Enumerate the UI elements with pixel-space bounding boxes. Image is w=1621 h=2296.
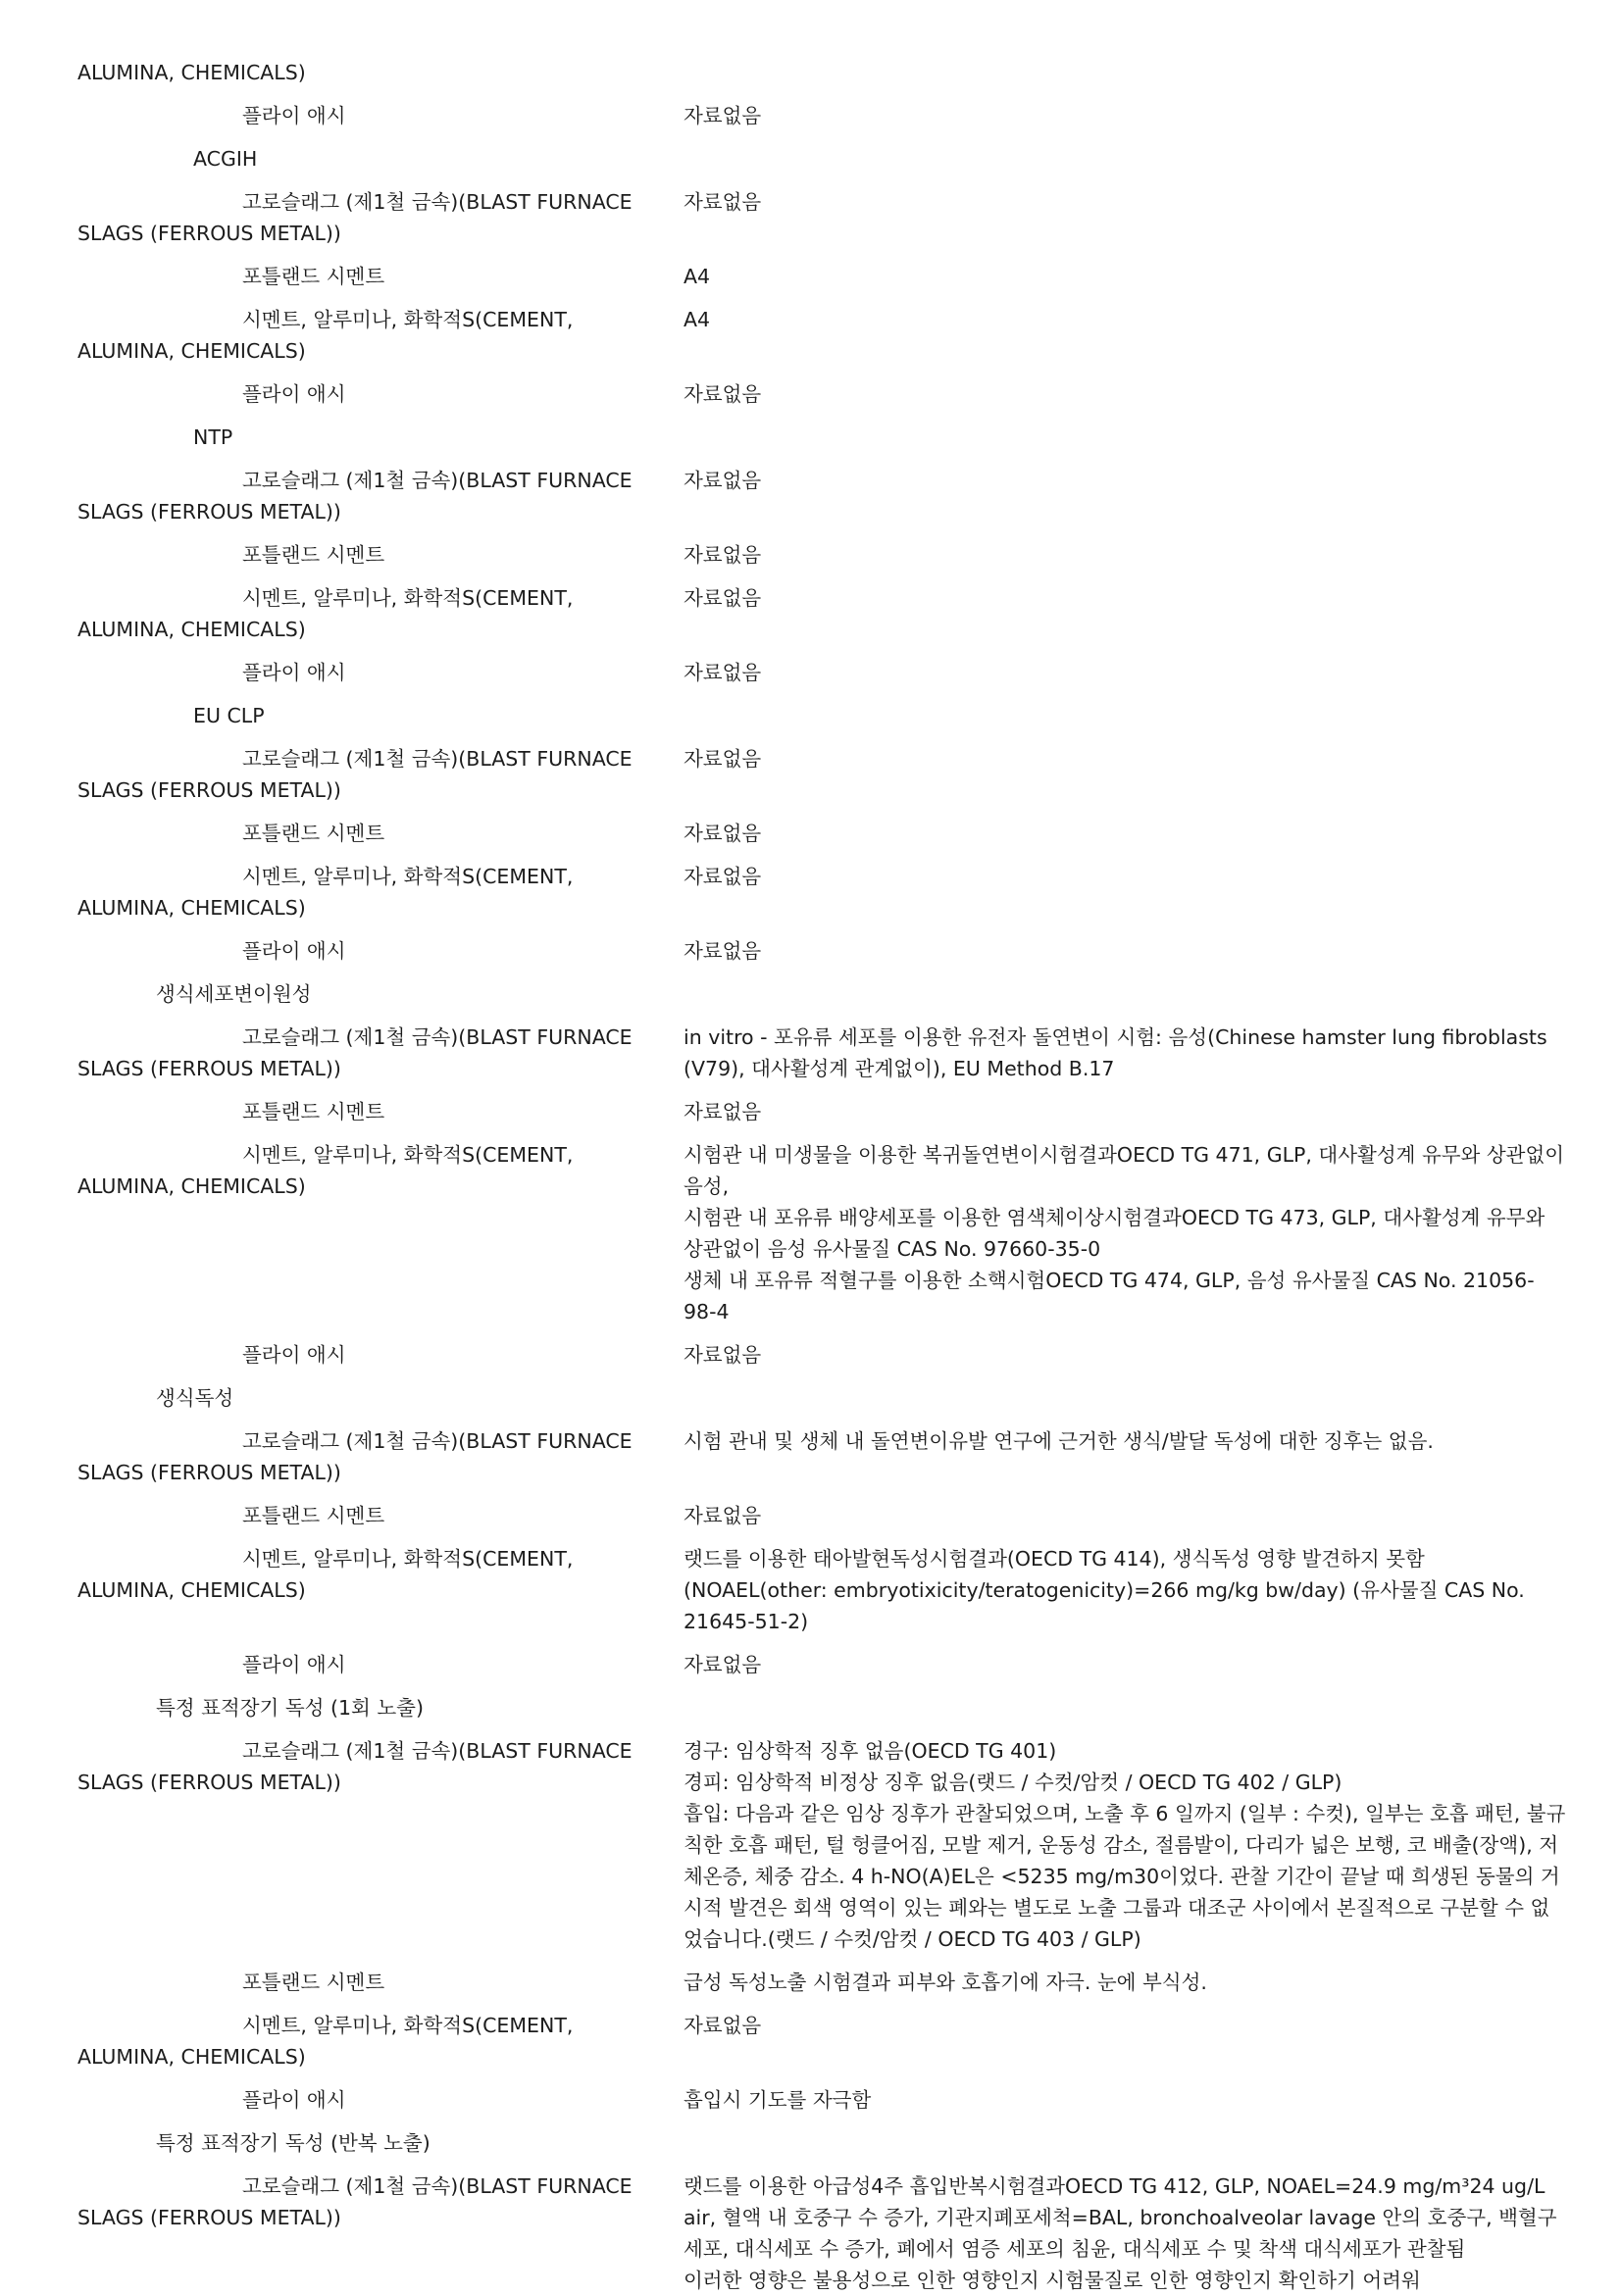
value-paragraph: A4 xyxy=(684,265,711,288)
substance-name: 플라이 애시 xyxy=(242,382,346,406)
substance-value xyxy=(684,1139,1566,1327)
substance-name: 시멘트, 알루미나, 화학적S(CEMENT, ALUMINA, CHEMICALS) xyxy=(77,865,574,920)
substance-row xyxy=(77,2084,1490,2116)
value-paragraph: 급성 독성노출 시험결과 피부와 호흡기에 자극. 눈에 부식성. xyxy=(684,1971,1207,1994)
substance-name: 플라이 애시 xyxy=(242,1653,346,1676)
substance-value xyxy=(684,2010,1566,2041)
section-heading: 특정 표적장기 독성 (1회 노출) xyxy=(156,1696,424,1720)
section-heading: ACGIH xyxy=(193,147,258,171)
substance-row xyxy=(77,818,1490,849)
substance-name: 플라이 애시 xyxy=(242,661,346,684)
value-paragraph: 자료없음 xyxy=(684,543,762,567)
substance-name: 고로슬래그 (제1철 금속)(BLAST FURNACE SLAGS (FERROUS METAL)) xyxy=(77,469,633,524)
substance-row xyxy=(77,100,1490,131)
substance-name: 고로슬래그 (제1철 금속)(BLAST FURNACE SLAGS (FERROUS METAL)) xyxy=(77,1739,633,1794)
value-paragraph: 시험 관내 및 생체 내 돌연변이유발 연구에 근거한 생식/발달 독성에 대한 징후는 없음. xyxy=(684,1429,1434,1453)
substance-row xyxy=(77,465,1490,527)
substance-value xyxy=(684,465,1566,496)
value-paragraph: 자료없음 xyxy=(684,2014,762,2037)
substance-value xyxy=(684,1500,1566,1531)
substance-row xyxy=(77,935,1490,967)
substance-row xyxy=(77,1022,1547,1084)
substance-name: 포틀랜드 시멘트 xyxy=(242,1100,385,1123)
substance-value xyxy=(684,539,1566,571)
value-paragraph: in vitro - 포유류 세포를 이용한 유전자 돌연변이 시험: 음성(Chinese hamster lung fibroblasts (V79), 대사활성계 관계없이), EU Method B.17 xyxy=(684,1025,1547,1080)
substance-value xyxy=(684,818,1566,849)
value-paragraph: 경구: 임상학적 징후 없음(OECD TG 401) xyxy=(684,1739,1057,1763)
substance-value xyxy=(684,582,1566,614)
section-heading: 생식세포변이원성 xyxy=(156,982,312,1006)
substance-name: 시멘트, 알루미나, 화학적S(CEMENT, ALUMINA, CHEMICALS) xyxy=(77,308,574,363)
section-heading: 특정 표적장기 독성 (반복 노출) xyxy=(156,2131,431,2155)
substance-name: 포틀랜드 시멘트 xyxy=(242,543,385,567)
value-paragraph: 자료없음 xyxy=(684,865,762,888)
substance-value xyxy=(684,100,1566,131)
continuation-text: ALUMINA, CHEMICALS) xyxy=(77,61,306,84)
value-paragraph: 시험관 내 포유류 배양세포를 이용한 염색체이상시험결과OECD TG 473, GLP, 대사활성계 유무와 상관없이 음성 유사물질 CAS No. 97660-35-0 xyxy=(684,1206,1545,1261)
substance-row xyxy=(77,1735,1566,1955)
substance-row xyxy=(77,261,1490,292)
document-body xyxy=(77,57,1566,2296)
substance-value xyxy=(684,1649,1566,1680)
substance-value xyxy=(684,186,1566,218)
value-paragraph: 랫드를 이용한 아급성4주 흡입반복시험결과OECD TG 412, GLP, NOAEL=24.9 mg/m³24 ug/L air, 혈액 내 호중구 수 증가, 기관지폐포세척=BAL, bronchoalveolar lavage 안의 호중구, 백혈구 세포, 대식세포 수 증가, 폐에서 염증 세포의 침윤, 대식세포 수 및 착색 대식세포가 관찰됨 xyxy=(684,2174,1557,2261)
value-paragraph: 자료없음 xyxy=(684,661,762,684)
substance-name: 플라이 애시 xyxy=(242,939,346,963)
value-paragraph: 자료없음 xyxy=(684,1100,762,1123)
section-heading: NTP xyxy=(193,425,233,449)
substance-value xyxy=(684,378,1566,410)
value-paragraph: 랫드를 이용한 태아발현독성시험결과(OECD TG 414), 생식독성 영향 발견하지 못함 (NOAEL(other: embryotixicity/teratogenicity)=266 mg/kg bw/day) (유사물질 CAS No. 21645-51-2) xyxy=(684,1547,1525,1633)
value-paragraph: 자료없음 xyxy=(684,190,762,214)
substance-value xyxy=(684,1543,1566,1637)
substance-name: 고로슬래그 (제1철 금속)(BLAST FURNACE SLAGS (FERROUS METAL)) xyxy=(77,747,633,802)
substance-name: 고로슬래그 (제1철 금속)(BLAST FURNACE SLAGS (FERROUS METAL)) xyxy=(77,1429,633,1484)
substance-name: 고로슬래그 (제1철 금속)(BLAST FURNACE SLAGS (FERROUS METAL)) xyxy=(77,190,633,245)
substance-row xyxy=(77,582,1490,645)
substance-value xyxy=(684,1096,1566,1127)
substance-row xyxy=(77,1096,1490,1127)
section-heading: 생식독성 xyxy=(156,1386,234,1410)
substance-row xyxy=(77,1649,1490,1680)
substance-name: 고로슬래그 (제1철 금속)(BLAST FURNACE SLAGS (FERROUS METAL)) xyxy=(77,1025,633,1080)
substance-row xyxy=(77,1500,1490,1531)
section-heading: EU CLP xyxy=(193,704,265,727)
value-paragraph: 자료없음 xyxy=(684,1504,762,1527)
substance-value xyxy=(684,657,1566,688)
substance-name: 플라이 애시 xyxy=(242,2088,346,2112)
substance-value xyxy=(684,743,1566,774)
substance-value xyxy=(684,1967,1566,1998)
substance-name: 포틀랜드 시멘트 xyxy=(242,1504,385,1527)
substance-value xyxy=(684,1022,1566,1084)
value-paragraph: 자료없음 xyxy=(684,586,762,610)
substance-value xyxy=(684,2084,1566,2116)
value-paragraph: 자료없음 xyxy=(684,822,762,845)
substance-name: 시멘트, 알루미나, 화학적S(CEMENT, ALUMINA, CHEMICALS) xyxy=(77,2014,574,2069)
substance-row xyxy=(77,743,1490,806)
substance-value xyxy=(684,1339,1566,1371)
substance-row xyxy=(77,304,1490,367)
value-paragraph: 자료없음 xyxy=(684,1653,762,1676)
substance-value xyxy=(684,935,1566,967)
value-paragraph: 시험관 내 미생물을 이용한 복귀돌연변이시험결과OECD TG 471, GLP, 대사활성계 유무와 상관없이 음성, xyxy=(684,1143,1565,1198)
value-paragraph: 생체 내 포유류 적혈구를 이용한 소핵시험OECD TG 474, GLP, 음성 유사물질 CAS No. 21056-98-4 xyxy=(684,1269,1535,1323)
substance-name: 포틀랜드 시멘트 xyxy=(242,822,385,845)
substance-value xyxy=(684,261,1566,292)
substance-row xyxy=(77,1543,1525,1637)
substance-row xyxy=(77,657,1490,688)
substance-name: 시멘트, 알루미나, 화학적S(CEMENT, ALUMINA, CHEMICALS) xyxy=(77,1143,574,1198)
substance-name: 포틀랜드 시멘트 xyxy=(242,1971,385,1994)
value-paragraph: 자료없음 xyxy=(684,747,762,771)
substance-row xyxy=(77,186,1490,249)
substance-name: 플라이 애시 xyxy=(242,1343,346,1367)
substance-row xyxy=(77,1425,1490,1488)
substance-row xyxy=(77,1967,1490,1998)
substance-value xyxy=(684,2171,1566,2296)
value-paragraph: 자료없음 xyxy=(684,1343,762,1367)
substance-value xyxy=(684,1735,1566,1955)
substance-name: 시멘트, 알루미나, 화학적S(CEMENT, ALUMINA, CHEMICALS) xyxy=(77,586,574,641)
value-paragraph: 자료없음 xyxy=(684,469,762,492)
substance-row xyxy=(77,1339,1490,1371)
value-paragraph: 흡입시 기도를 자극함 xyxy=(684,2088,872,2112)
substance-row xyxy=(77,539,1490,571)
substance-name: 시멘트, 알루미나, 화학적S(CEMENT, ALUMINA, CHEMICALS) xyxy=(77,1547,574,1602)
substance-name: 플라이 애시 xyxy=(242,104,346,127)
substance-row xyxy=(77,861,1490,923)
substance-row xyxy=(77,1139,1565,1327)
value-paragraph: 흡입: 다음과 같은 임상 징후가 관찰되었으며, 노출 후 6 일까지 (일부 : 수컷), 일부는 호흡 패턴, 불규칙한 호흡 패턴, 털 헝클어짐, 모발 제거, 운동성 감소, 절름발이, 다리가 넓은 보행, 코 배출(장액), 저체온증, 체중 감소. 4 h-NO(A)EL은 <5235 mg/m30이었다. 관찰 기간이 끝날 때 희생된 동물의 거시적 발견은 회색 영역이 있는 폐와는 별도로 노출 그룹과 대조군 사이에서 본질적으로 구분할 수 없었습니다.(랫드 / 수컷/암컷 / OECD TG 403 / GLP) xyxy=(684,1802,1566,1951)
substance-value xyxy=(684,861,1566,892)
substance-row xyxy=(77,2010,1490,2072)
substance-value xyxy=(684,1425,1566,1457)
substance-value xyxy=(684,304,1566,335)
value-paragraph: 자료없음 xyxy=(684,382,762,406)
substance-name: 고로슬래그 (제1철 금속)(BLAST FURNACE SLAGS (FERROUS METAL)) xyxy=(77,2174,633,2229)
value-paragraph: 이러한 영향은 불용성으로 인한 영향인지 시험물질로 인한 영향인지 확인하기 어려워 xyxy=(684,2269,1421,2292)
substance-name: 포틀랜드 시멘트 xyxy=(242,265,385,288)
substance-row xyxy=(77,2171,1557,2296)
value-paragraph: 경피: 임상학적 비정상 징후 없음(랫드 / 수컷/암컷 / OECD TG 402 / GLP) xyxy=(684,1771,1342,1794)
value-paragraph: A4 xyxy=(684,308,711,331)
value-paragraph: 자료없음 xyxy=(684,104,762,127)
substance-row xyxy=(77,378,1490,410)
value-paragraph: 자료없음 xyxy=(684,939,762,963)
sections-container xyxy=(77,88,1566,2296)
